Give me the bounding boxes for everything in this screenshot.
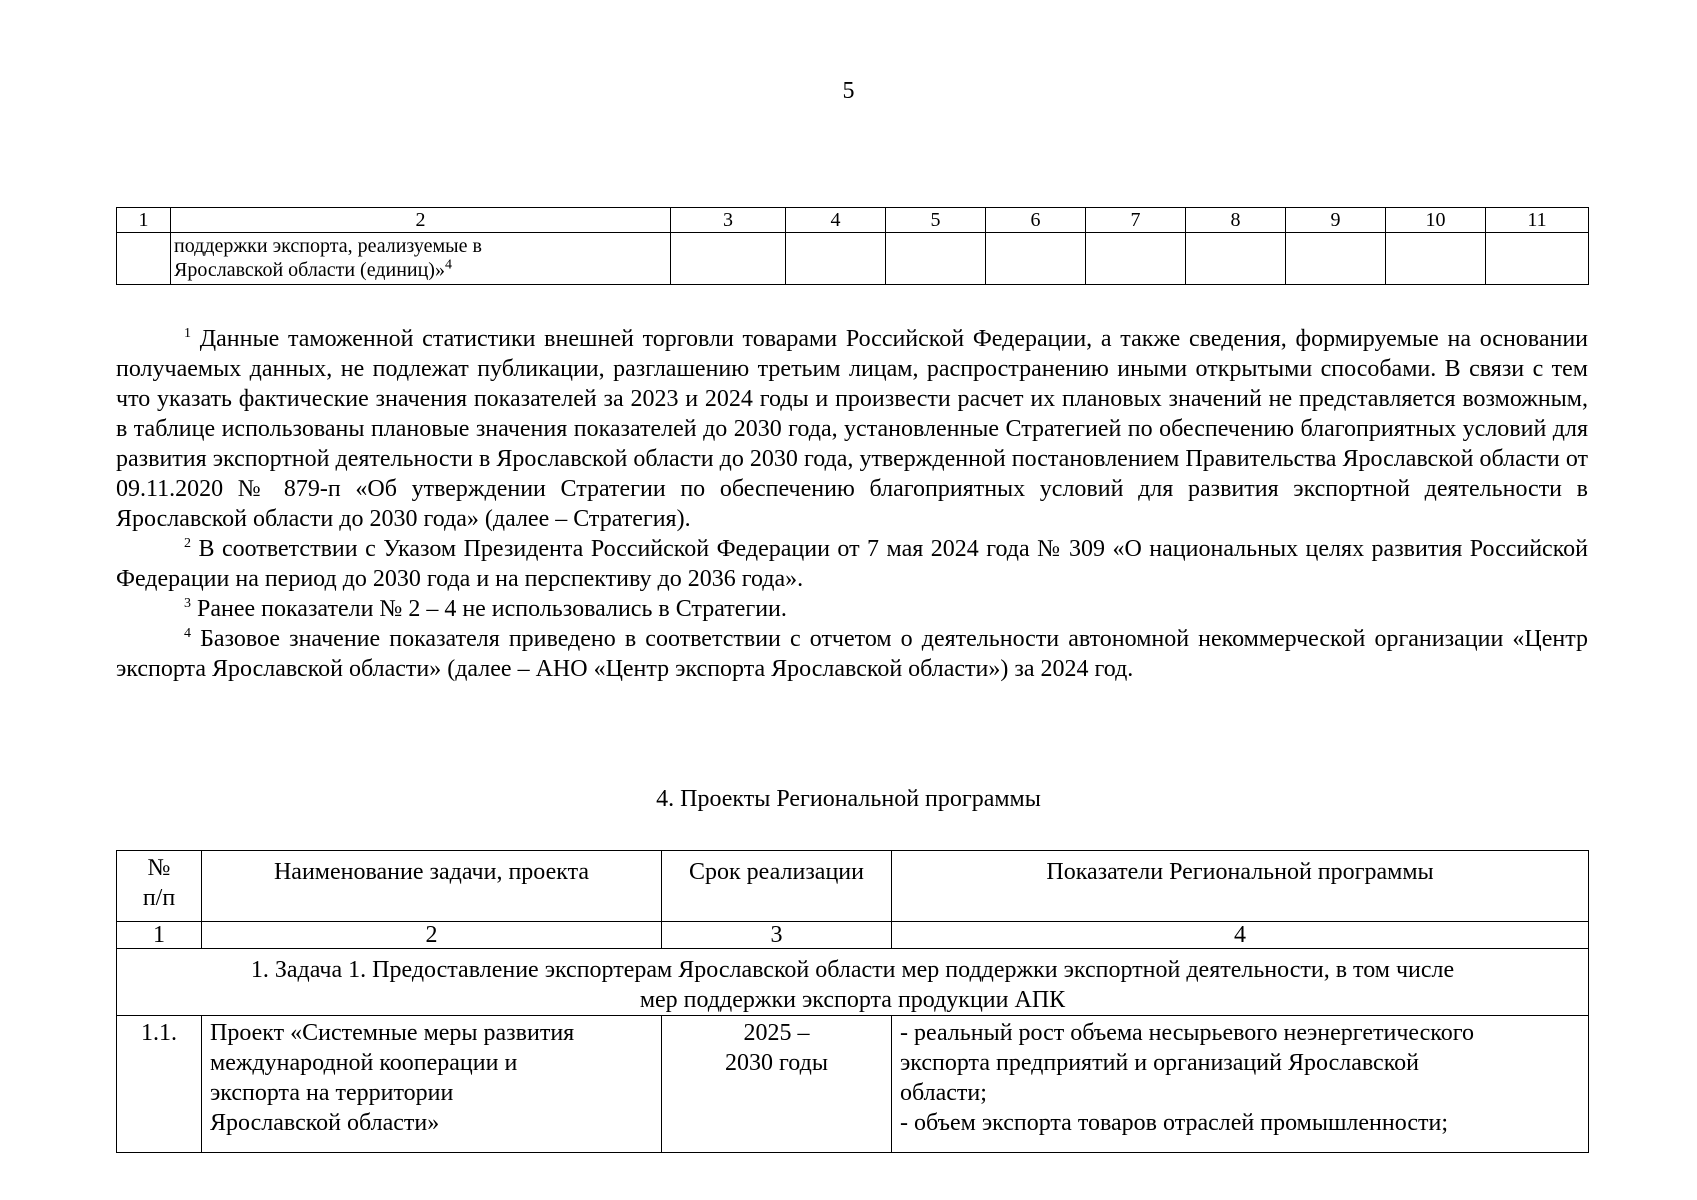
column-number: 9 <box>1286 208 1386 233</box>
empty-cell <box>117 233 171 285</box>
column-number: 4 <box>892 922 1589 949</box>
empty-cell <box>1286 233 1386 285</box>
column-number-row <box>117 208 1589 233</box>
column-number: 3 <box>662 922 892 949</box>
projects-table <box>116 850 1589 1153</box>
empty-cell <box>886 233 986 285</box>
footnote-mark: 2 <box>184 536 191 551</box>
column-number: 7 <box>1086 208 1186 233</box>
indicator-line: - реальный рост объема несырьевого неэнергетического <box>900 1020 1474 1046</box>
header-term: Срок реализации <box>662 851 892 922</box>
empty-cell <box>1486 233 1589 285</box>
footnote-mark: 3 <box>184 596 191 611</box>
footnote-1 <box>116 324 1588 534</box>
table-row <box>117 233 1589 285</box>
column-number: 2 <box>171 208 671 233</box>
project-name-line: Ярославской области» <box>210 1110 440 1136</box>
footnote-text: Базовое значение показателя приведено в соответствии с отчетом о деятельности автономной некоммерческой организации «Центр экспорта Ярославской области» (далее – АНО «Центр экспорта Ярославской области») за 2024 год. <box>116 626 1588 682</box>
footnote-text: Данные таможенной статистики внешней торговли товарами Российской Федерации, а также сведения, формируемые на основании получаемых данных, не подлежат публикации, разглашению третьим лицам, распространению иными открытыми способами. В связи с тем что указать фактические значения показателей за 2023 и 2024 годы и произвести расчет их плановых значений не представляется возможным, в таблице использованы плановые значения показателей до 2030 года, установленные Стратегией по обеспечению благоприятных условий для развития экспортной деятельности в Ярославской области до 2030 года, утвержденной постановлением Правительства Ярославской области от 09.11.2020 № 879-п «Об утверждении Стратегии по обеспечению благоприятных условий для развития экспортной деятельности в Ярославской области до 2030 года» (далее – Стратегия). <box>116 326 1588 532</box>
indicator-line: экспорта предприятий и организаций Ярославской <box>900 1050 1419 1076</box>
task-line: 1. Задача 1. Предоставление экспортерам Ярославской области мер поддержки экспортной деятельности, в том числе <box>250 957 1455 983</box>
empty-cell <box>1186 233 1286 285</box>
empty-cell <box>671 233 786 285</box>
column-number: 4 <box>786 208 886 233</box>
footnotes <box>116 324 1588 684</box>
footnote-text: Ранее показатели № 2 – 4 не использовались в Стратегии. <box>191 596 787 622</box>
page-number: 5 <box>842 78 855 104</box>
footnote-ref[interactable]: 4 <box>444 257 452 273</box>
task-cell <box>117 949 1589 1016</box>
column-number: 6 <box>986 208 1086 233</box>
footnote-3 <box>116 594 1588 624</box>
column-number: 5 <box>886 208 986 233</box>
header-num-line: п/п <box>142 885 176 911</box>
column-number-row <box>117 922 1589 949</box>
project-name <box>202 1016 662 1153</box>
empty-cell <box>986 233 1086 285</box>
indicator-line: области; <box>900 1080 987 1106</box>
project-name-line: Проект «Системные меры развития <box>210 1020 575 1046</box>
column-number: 10 <box>1386 208 1486 233</box>
footnote-2 <box>116 534 1588 594</box>
header-num <box>117 851 202 922</box>
project-name-line: международной кооперации и <box>210 1050 518 1076</box>
column-number: 3 <box>671 208 786 233</box>
column-number: 11 <box>1486 208 1589 233</box>
project-term <box>662 1016 892 1153</box>
header-indicators: Показатели Региональной программы <box>892 851 1589 922</box>
empty-cell <box>786 233 886 285</box>
footnote-text: В соответствии с Указом Президента Российской Федерации от 7 мая 2024 года № 309 «О национальных целях развития Российской Федерации на период до 2030 года и на перспективу до 2036 года». <box>116 536 1588 592</box>
empty-cell <box>1386 233 1486 285</box>
project-num: 1.1. <box>117 1016 202 1153</box>
column-number: 8 <box>1186 208 1286 233</box>
indicator-name-line: поддержки экспорта, реализуемые в <box>174 235 482 257</box>
table-header-row <box>117 851 1589 922</box>
project-term-line: 2030 годы <box>725 1050 828 1076</box>
task-row <box>117 949 1589 1016</box>
empty-cell <box>1086 233 1186 285</box>
project-name-line: экспорта на территории <box>210 1080 454 1106</box>
column-number: 1 <box>117 922 202 949</box>
column-number: 1 <box>117 208 171 233</box>
footnote-mark: 4 <box>184 626 191 641</box>
indicators-table-continuation <box>116 207 1589 285</box>
footnote-mark: 1 <box>184 326 191 341</box>
project-term-line: 2025 – <box>743 1020 810 1046</box>
task-line: мер поддержки экспорта продукции АПК <box>639 987 1066 1013</box>
column-number: 2 <box>202 922 662 949</box>
header-name: Наименование задачи, проекта <box>202 851 662 922</box>
indicator-name-cell <box>171 233 671 285</box>
indicator-line: - объем экспорта товаров отраслей промышленности; <box>900 1110 1448 1136</box>
section-title: 4. Проекты Региональной программы <box>656 786 1041 812</box>
footnote-4 <box>116 624 1588 684</box>
indicator-name-line: Ярославской области (единиц)» <box>174 259 445 281</box>
header-num-line: № <box>147 855 171 881</box>
project-indicators <box>892 1016 1589 1153</box>
table-row <box>117 1016 1589 1153</box>
